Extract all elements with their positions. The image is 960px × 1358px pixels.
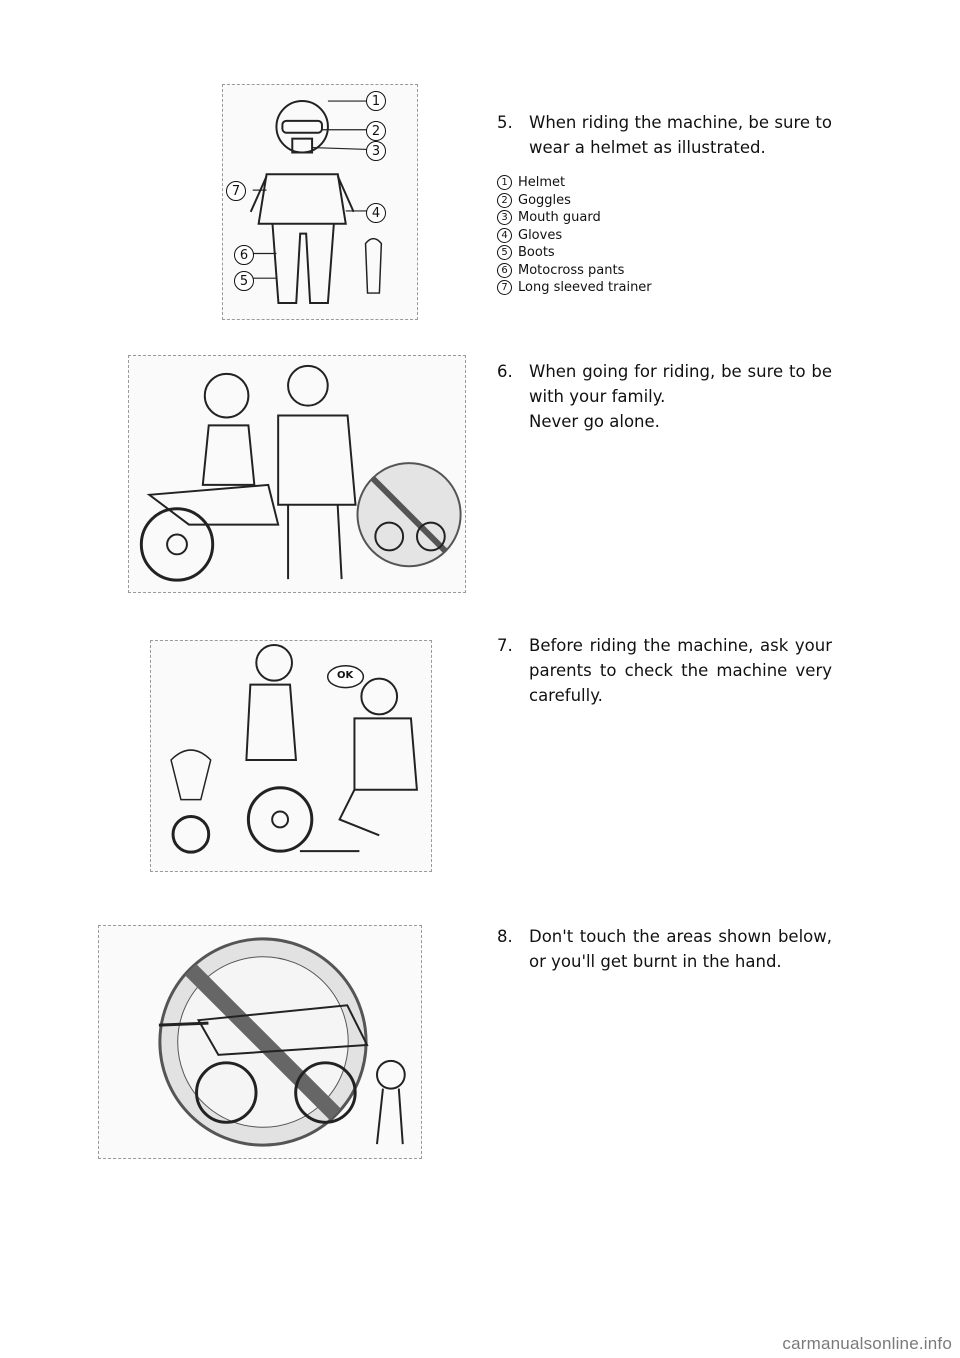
family-riding-illustration (128, 355, 466, 593)
instruction-text: Before riding the machine, ask your parents to check the machine very carefully. (529, 636, 832, 705)
parent-check-illustration (150, 640, 432, 872)
callout-6: 6 (234, 245, 254, 265)
callout-5: 5 (234, 271, 254, 291)
callout-2: 2 (366, 121, 386, 141)
section-number: 6. (497, 362, 513, 381)
section-7 (497, 633, 832, 708)
section-5 (497, 110, 832, 297)
legend-item (497, 227, 832, 245)
family-riding-drawing (129, 356, 465, 592)
section-number: 7. (497, 636, 513, 655)
instruction-text: Don't touch the areas shown below, or you'll get burnt in the hand. (529, 927, 832, 971)
legend-item (497, 279, 832, 297)
instruction-8 (497, 924, 832, 974)
gear-legend (497, 174, 832, 297)
legend-label: Gloves (518, 227, 563, 243)
legend-number: 2 (497, 193, 512, 208)
legend-label: Mouth guard (518, 210, 601, 225)
legend-item (497, 192, 832, 210)
instruction-text: When going for riding, be sure to be with your family. (529, 362, 832, 406)
instruction-text-warning: Never go alone. (529, 412, 660, 431)
instruction-5 (497, 110, 832, 160)
legend-label: Helmet (518, 175, 566, 190)
instruction-7 (497, 633, 832, 708)
legend-label: Motocross pants (518, 262, 625, 278)
legend-label: Boots (518, 245, 555, 260)
legend-number: 4 (497, 228, 512, 243)
callout-7: 7 (226, 181, 246, 201)
section-6 (497, 359, 832, 434)
section-number: 5. (497, 113, 513, 132)
section-number: 8. (497, 927, 513, 946)
callout-3: 3 (366, 141, 386, 161)
instruction-6 (497, 359, 832, 434)
legend-number: 7 (497, 280, 512, 295)
legend-item (497, 244, 832, 262)
legend-item (497, 262, 832, 280)
callout-4: 4 (366, 203, 386, 223)
watermark: carmanualsonline.info (782, 1334, 952, 1353)
section-8 (497, 924, 832, 974)
parent-check-drawing (151, 641, 431, 871)
legend-label: Goggles (518, 192, 571, 208)
legend-number: 6 (497, 263, 512, 278)
instruction-text: When riding the machine, be sure to wear a helmet as illustrated. (529, 113, 832, 157)
legend-item (497, 209, 832, 227)
ok-speech-bubble: OK (337, 670, 354, 681)
callout-1: 1 (366, 91, 386, 111)
legend-item (497, 174, 832, 192)
legend-number: 5 (497, 245, 512, 260)
legend-number: 3 (497, 210, 512, 225)
hot-areas-drawing (99, 926, 421, 1158)
legend-number: 1 (497, 175, 512, 190)
rider-gear-illustration (222, 84, 418, 320)
hot-areas-illustration (98, 925, 422, 1159)
legend-label: Long sleeved trainer (518, 280, 652, 295)
